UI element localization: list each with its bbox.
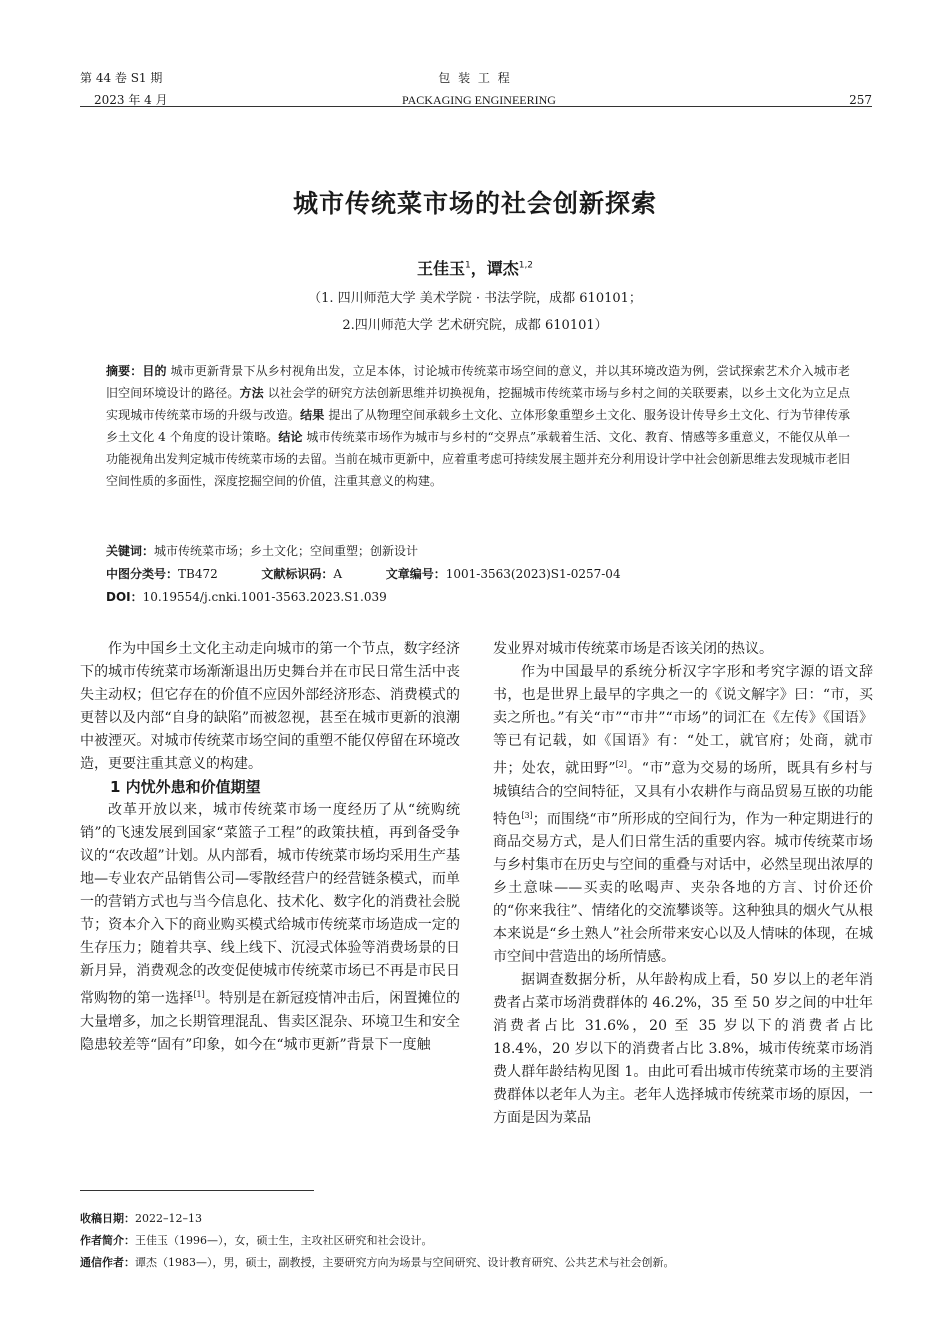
header-rule (80, 106, 872, 107)
affiliation-line: 2.四川师范大学 艺术研究院，成都 610101） (342, 318, 608, 333)
article-number-value: 1001-3563(2023)S1-0257-04 (445, 567, 621, 581)
abstract-result: 提出了从物理空间承载乡土文化、立体形象重塑乡土文化、服务设计传导乡土文化、行为节律传承乡土文化 4 个角度的设计策略。 (106, 408, 850, 444)
abstract-method: 以社会学的研究方法创新思维并切换视角，挖掘城市传统菜市场与乡村之间的关联要素，以乡土文化为立足点实现城市传统菜市场的升级与改造。 (106, 386, 850, 422)
conclusion-label: 结论 (278, 430, 303, 444)
clc-label: 中图分类号： (106, 567, 179, 581)
method-label: 方法 (239, 386, 264, 400)
doc-code-value: A (333, 567, 343, 581)
author-name: 谭杰 (486, 259, 519, 278)
paper-title: 城市传统菜市场的社会创新探索 (292, 189, 657, 218)
journal-name-en: PACKAGING ENGINEERING (402, 93, 556, 107)
abstract-purpose: 城市更新背景下从乡村视角出发，立足本体，讨论城市传统菜市场空间的意义，并以其环境改造为例，尝试探索艺术介入城市老旧空间环境设计的路径。 (106, 364, 850, 400)
author-name: 王佳玉 (416, 259, 465, 278)
section-heading: 1 内忧外患和价值期望 (110, 778, 261, 796)
doi-label: DOI： (106, 590, 143, 604)
received-value: 2022–12–13 (135, 1212, 202, 1225)
author-bio-label: 作者简介： (80, 1234, 135, 1247)
abstract (106, 360, 850, 492)
paragraph-text: 。“市”意为交易的场所，既具有乡村与城镇结合的空间特征，又具有小农耕作与商品贸易互嵌的功能特色 (493, 760, 873, 828)
volume-issue: 第 44 卷 S1 期 (80, 71, 163, 85)
author-bio-value: 王佳玉（1996—），女，硕士生，主攻社区研究和社会设计。 (135, 1234, 433, 1247)
paragraph-text: 。特别是在新冠疫情冲击后，闲置摊位的大量增多，加之长期管理混乱、售卖区混杂、环境卫生和安全隐患较差等“固有”印象，如今在“城市更新”背景下一度触 (80, 990, 461, 1053)
body-right-column (493, 638, 873, 1130)
intro-paragraph: 作为中国乡土文化主动走向城市的第一个节点，数字经济下的城市传统菜市场渐渐退出历史舞台并在市民日常生活中丧失主动权；但它存在的价值不应因外部经济形态、消费模式的更替以及内部“自身的缺陷”而被忽视，甚至在城市更新的浪潮中被湮灭。对城市传统菜市场空间的重塑不能仅停留在环境改造，更要注重其意义的构建。 (80, 641, 460, 772)
abstract-conclusion: 城市传统菜市场作为城市与乡村的“交界点”承载着生活、文化、教育、情感等多重意义，不能仅从单一功能视角出发判定城市传统菜市场的去留。当前在城市更新中，应着重考虑可持续发展主题并充分利用设计学中社会创新思维去发现城市老旧空间性质的多面性，深度挖掘空间的价值，注重其意义的构建。 (106, 430, 851, 488)
author-separator: ， (470, 259, 487, 278)
body-left-column (80, 638, 460, 1057)
page-number: 257 (849, 93, 872, 107)
received-date (80, 1211, 880, 1227)
classification-line (106, 564, 850, 584)
doc-code-label: 文献标识码： (261, 567, 334, 581)
citation-ref: [2] (615, 760, 627, 769)
body-paragraph (493, 661, 873, 969)
purpose-label: 目的 (142, 364, 167, 378)
paragraph-text: 作为中国最早的系统分析汉字字形和考究字源的语文辞书，也是世界上最早的字典之一的《说文解字》曰：“市，买卖之所也。”有关“市”“市井”“市场”的词汇在《左传》《国语》等已有记载，如《国语》有：“处工，就官府；处商，就市井；处农，就田野” (493, 664, 873, 777)
abstract-label: 摘要： (106, 364, 143, 378)
keywords-label: 关键词： (106, 544, 155, 558)
paragraph-text: ；而围绕“市”所形成的空间行为，作为一种定期进行的商品交易方式，是人们日常生活的重要内容。城市传统菜市场与乡村集市在历史与空间的重叠与对话中，必然呈现出浓厚的乡土意味——买卖的吆喝声、夹杂各地的方言、讨价还价的“你来我往”、情绪化的交流攀谈等。这种独具的烟火气从根本来说是“乡土熟人”社会所带来安心以及人情味的体现，在城市空间中营造出的场所情感。 (493, 811, 873, 966)
affil-ref: 1,2 (518, 260, 534, 271)
clc-value: TB472 (178, 567, 218, 581)
received-label: 收稿日期： (80, 1212, 135, 1225)
continued-paragraph: 发业界对城市传统菜市场是否该关闭的热议。 (493, 641, 773, 657)
body-paragraph (80, 799, 460, 1057)
corresponding-value: 谭杰（1983—），男，硕士，副教授，主要研究方向为场景与空间研究、设计教育研究、公共艺术与社会创新。 (135, 1256, 675, 1269)
corresponding-author (80, 1255, 880, 1271)
affiliation-line: （1. 四川师范大学 美术学院 · 书法学院，成都 610101； (308, 291, 642, 306)
citation-ref: [3] (521, 810, 533, 820)
corresponding-label: 通信作者： (80, 1256, 135, 1269)
result-label: 结果 (300, 408, 325, 422)
doi-line (106, 587, 850, 607)
author-bio (80, 1233, 880, 1249)
article-number-label: 文章编号： (385, 567, 446, 581)
keywords-line (106, 541, 850, 561)
journal-name-cn: 包 装 工 程 (438, 71, 512, 85)
issue-date: 2023 年 4 月 (94, 93, 168, 107)
affil-ref: 1 (464, 260, 471, 271)
body-paragraph: 据调查数据分析，从年龄构成上看，50 岁以上的老年消费者占菜市场消费群体的 46.2%，35 至 50 岁之间的中壮年消费者占比 31.6%，20 至 35 岁以下的消费者占比 18.4%，20 岁以下的消费者占比 3.8%，城市传统菜市场消费人群年龄结构见图 1。由此可看出城市传统菜市场的主要消费群体以老年人为主。老年人选择城市传统菜市场的原因，一方面是因为菜品 (493, 972, 873, 1127)
doi-value: 10.19554/j.cnki.1001-3563.2023.S1.039 (142, 590, 387, 604)
citation-ref: [1] (193, 990, 205, 999)
paragraph-text: 改革开放以来，城市传统菜市场一度经历了从“统购统销”的飞速发展到国家“菜篮子工程”的政策扶植，再到备受争议的“农改超”计划。从内部看，城市传统菜市场均采用生产基地—专业农产品销售公司—零散经营户的经营链条模式，而单一的营销方式也与当今信息化、技术化、数字化的消费社会脱节；资本介入下的商业购买模式给城市传统菜市场造成一定的生存压力；随着共享、线上线下、沉浸式体验等消费场景的日新月异，消费观念的改变促使城市传统菜市场已不再是市民日常购物的第一选择 (80, 802, 460, 1007)
footnote-rule (80, 1190, 314, 1191)
author-line (0, 256, 950, 279)
keywords-value: 城市传统菜市场；乡土文化；空间重塑；创新设计 (154, 544, 419, 558)
